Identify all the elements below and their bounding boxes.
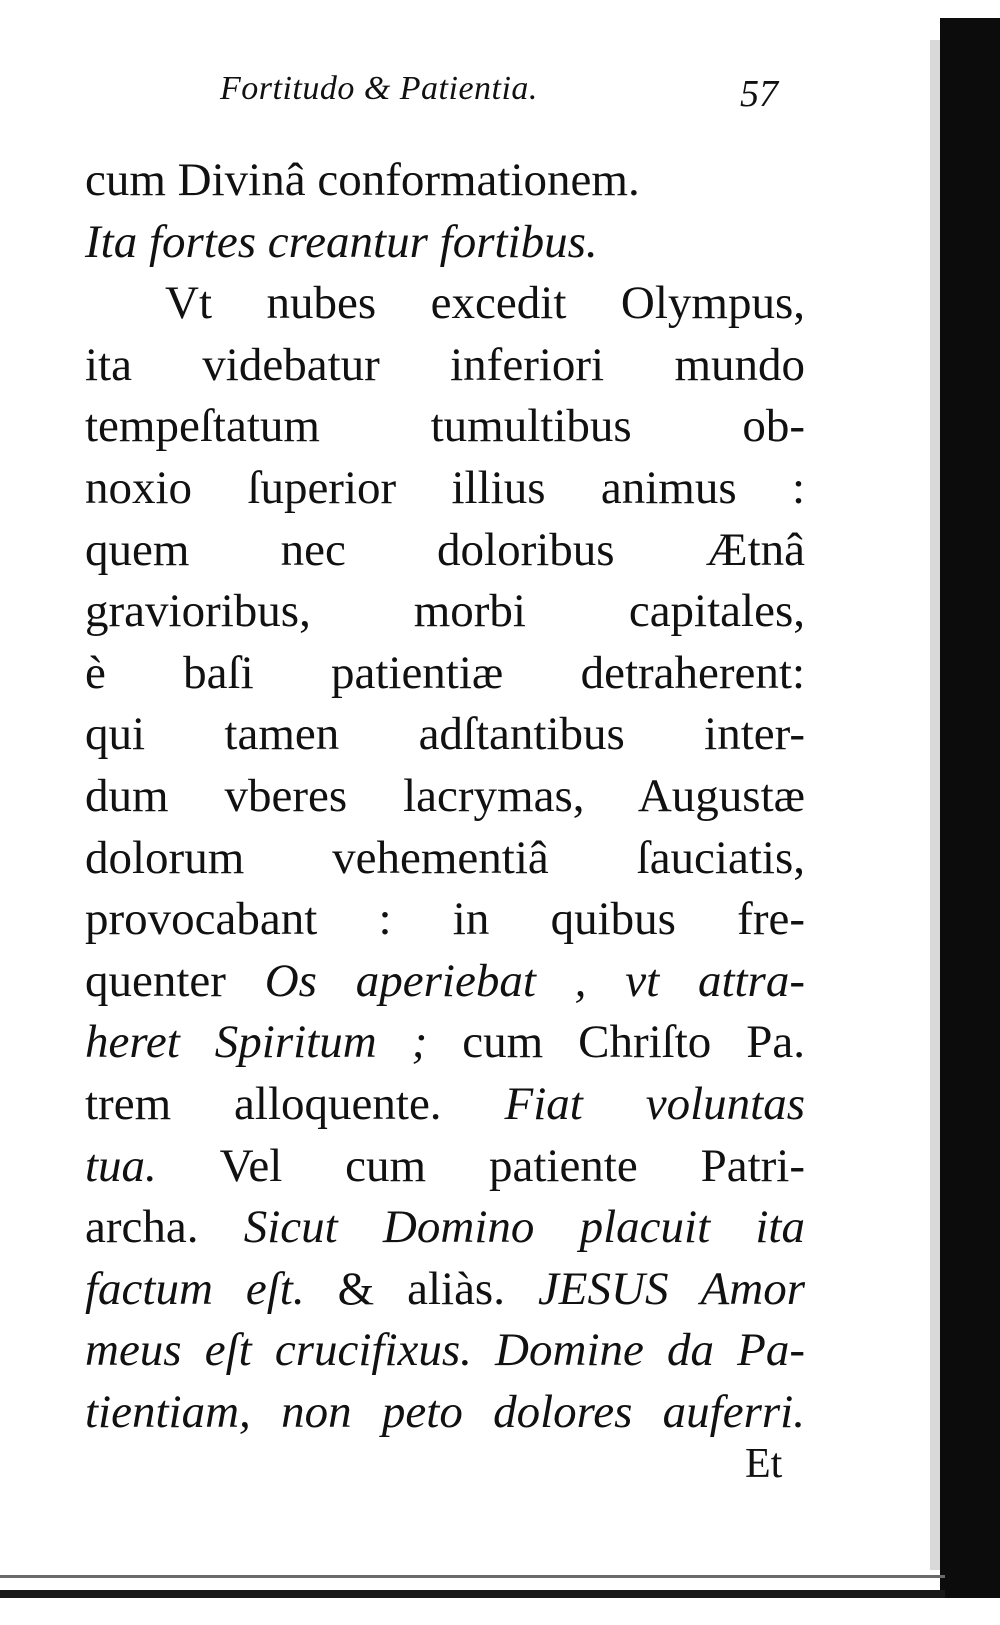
roman-text: & aliàs.: [337, 1262, 538, 1315]
roman-text: archa.: [85, 1201, 244, 1254]
roman-text: dolorum vehementiâ ſauciatis,: [85, 831, 805, 884]
text-line: [85, 1012, 805, 1074]
text-line: [85, 1259, 805, 1321]
text-line: [85, 951, 805, 1013]
running-head: Fortitudo & Patientia.: [220, 70, 538, 107]
text-line: [85, 212, 805, 274]
roman-text: è baſi patientiæ detraherent:: [85, 646, 805, 699]
roman-text: trem alloquente.: [85, 1077, 505, 1130]
text-line: [85, 581, 805, 643]
text-line: [85, 1074, 805, 1136]
roman-text: quem nec doloribus Ætnâ: [85, 523, 805, 576]
roman-text: gravioribus, morbi capitales,: [85, 585, 805, 638]
roman-text: cum Divinâ conformationem.: [85, 154, 640, 206]
roman-text: provocabant : in quibus fre-: [85, 893, 805, 946]
italic-text: Sicut Domino placuit ita: [243, 1201, 805, 1254]
text-line: [85, 150, 805, 212]
text-line: [85, 1382, 805, 1444]
text-line: [85, 889, 805, 951]
text-line: [85, 273, 805, 335]
page-number: 57: [740, 73, 778, 115]
scan-border-right: [940, 18, 1000, 1598]
text-line: [85, 396, 805, 458]
roman-text: Vel cum patiente Patri-: [219, 1139, 805, 1192]
italic-text: meus eſt crucifixus. Domine da Pa-: [85, 1324, 805, 1377]
text-line: [85, 1320, 805, 1382]
text-line: [85, 643, 805, 705]
roman-text: dum vberes lacrymas, Augustæ: [85, 769, 805, 822]
text-line: [85, 828, 805, 890]
italic-text: JESUS Amor: [537, 1262, 806, 1315]
text-line: [85, 766, 805, 828]
page-edge-bottom: [0, 1575, 945, 1578]
italic-text: Fiat voluntas: [504, 1077, 805, 1130]
scan-border-bottom: [0, 1590, 945, 1598]
roman-text: quenter: [85, 954, 265, 1007]
text-line: [85, 1197, 805, 1259]
italic-text: Ita fortes creantur fortibus.: [85, 215, 598, 268]
roman-text: cum Chriſto Pa.: [462, 1016, 805, 1069]
body-text: [85, 150, 805, 1443]
catchword: Et: [745, 1441, 783, 1487]
italic-text: heret Spiritum ;: [85, 1016, 463, 1069]
text-line: [85, 704, 805, 766]
text-line: [85, 335, 805, 397]
text-line: [85, 520, 805, 582]
roman-text: noxio ſuperior illius animus :: [85, 461, 805, 514]
italic-text: tua.: [85, 1139, 220, 1192]
roman-text: tempeſtatum tumultibus ob-: [85, 400, 805, 453]
italic-text: tientiam, non peto dolores auferri.: [85, 1385, 805, 1438]
roman-text: qui tamen adſtantibus inter-: [85, 708, 805, 761]
roman-text: ita videbatur inferiori mundo: [85, 338, 805, 391]
italic-text: factum eſt.: [85, 1262, 338, 1315]
text-line: [85, 1136, 805, 1198]
roman-text: Vt nubes excedit Olympus,: [165, 277, 805, 330]
italic-text: Os aperiebat , vt attra-: [264, 954, 805, 1007]
text-line: [85, 458, 805, 520]
